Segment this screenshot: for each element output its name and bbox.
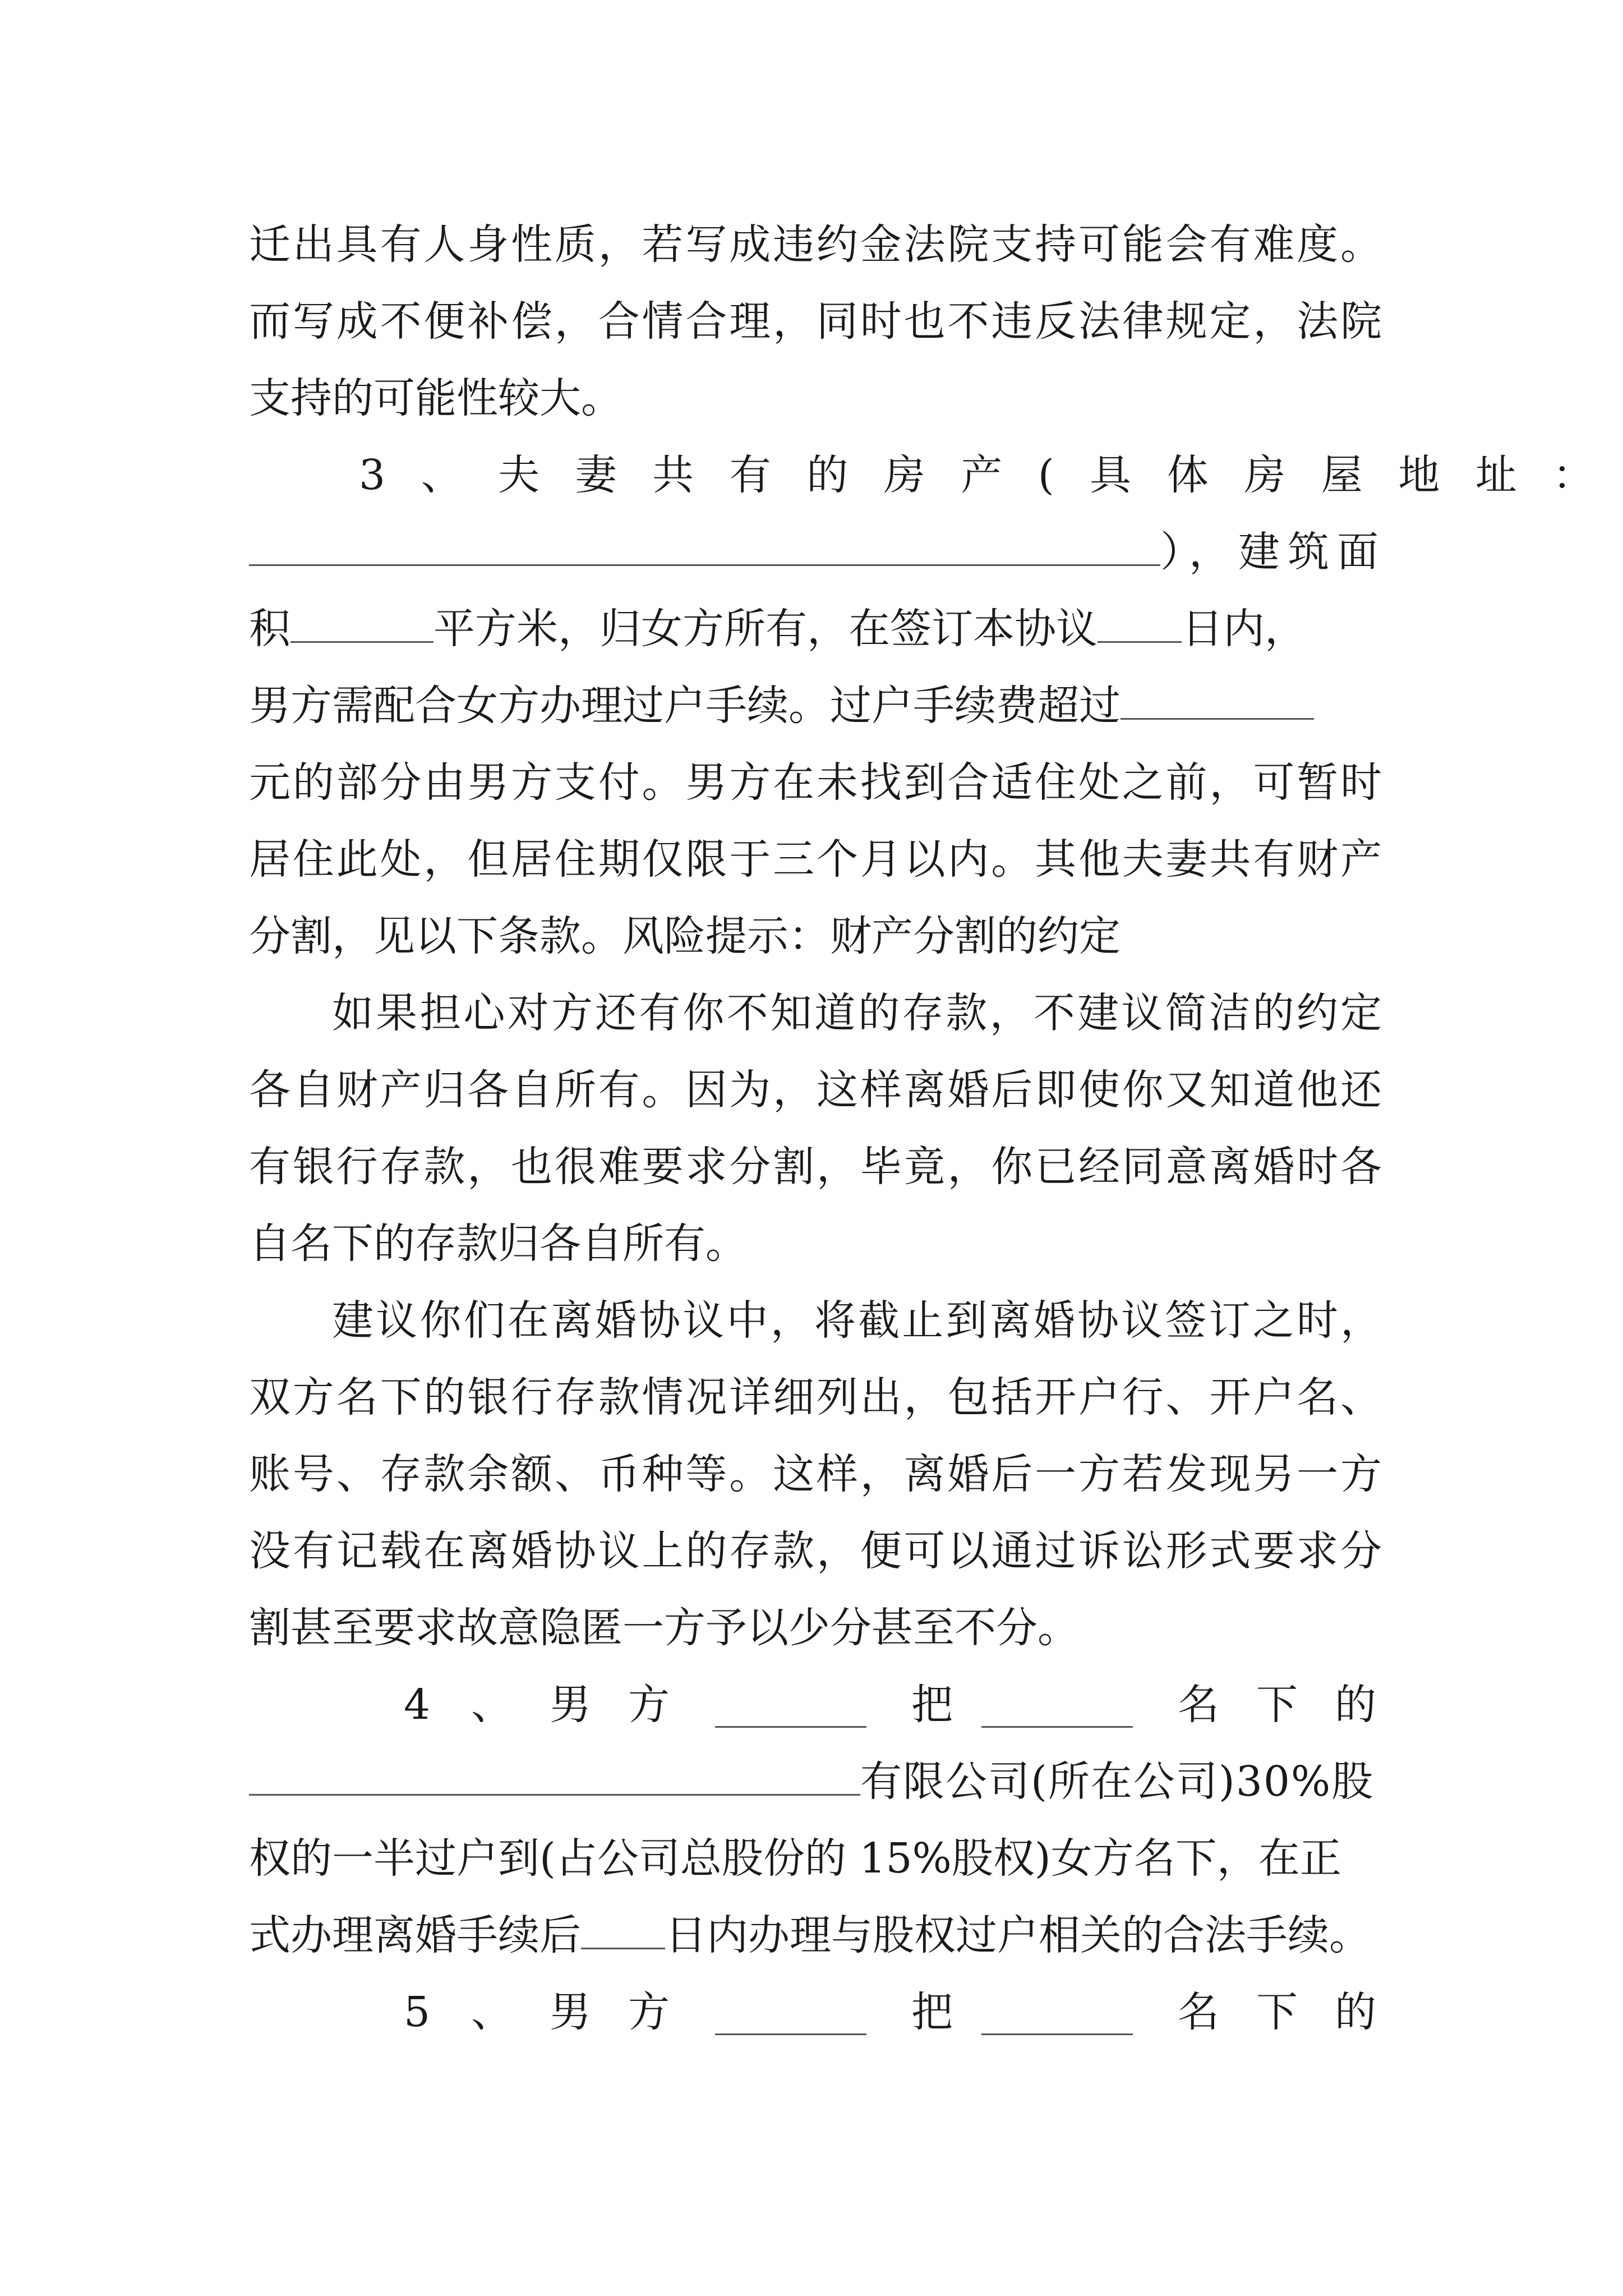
clause-5-heading [404, 1978, 1382, 2046]
text-segment: 5 [404, 1988, 431, 2036]
text-segment: 男 [550, 1681, 591, 1729]
text-segment: 的 [1335, 1681, 1376, 1729]
husband-name-blank [715, 1687, 866, 1728]
text-line: 建议你们在离婚协议中，将截止到离婚协议签订之时， [332, 1296, 1382, 1345]
text-line: 而写成不便补偿，合情合理，同时也不违反法律规定，法院 [249, 297, 1382, 346]
address-blank-line [249, 518, 1386, 586]
text-segment: 名 [1178, 1681, 1219, 1729]
text-line: 各自财产归各自所有。因为，这样离婚后即使你又知道他还 [249, 1066, 1382, 1114]
text-segment: 、 [471, 1681, 513, 1729]
text-segment: 名 [1178, 1988, 1219, 2036]
company-line [249, 1748, 1382, 1815]
fee-blank [1121, 679, 1314, 720]
text-segment: 男方需配合女方办理过户手续。过户手续费超过 [249, 682, 1121, 730]
text-line: 居住此处，但居住期仅限于三个月以内。其他夫妻共有财产 [249, 835, 1382, 884]
transfer-line [249, 1902, 1382, 1969]
text-line: 账号、存款余额、币种等。这样，离婚后一方若发现另一方 [249, 1450, 1382, 1498]
holder-name-blank [981, 1994, 1133, 2035]
text-segment: 有限公司(所在公司)30%股 [860, 1757, 1375, 1806]
text-segment: 式办理离婚手续后 [249, 1911, 581, 1959]
text-line: 支持的可能性较大。 [249, 374, 623, 422]
text-segment: 平方米，归女方所有，在签订本协议 [434, 605, 1098, 653]
text-segment: 男 [550, 1988, 591, 2036]
fee-line [249, 672, 1382, 739]
text-line: 有银行存款，也很难要求分割，毕竟，你已经同意离婚时各 [249, 1143, 1382, 1191]
text-segment: 日内办理与股权过户相关的合法手续。 [665, 1911, 1371, 1959]
transfer-days-blank [581, 1908, 665, 1949]
clause-3-heading [359, 441, 1606, 509]
text-line: 迁出具有人身性质，若写成违约金法院支持可能会有难度。 [249, 220, 1382, 269]
text-line: 权的一半过户到(占公司总股份的 15%股权)女方名下，在正 [249, 1834, 1341, 1883]
text-segment: 积 [249, 605, 291, 653]
area-line [249, 595, 1382, 662]
text-line: 元的部分由男方支付。男方在未找到合适住处之前，可暂时 [249, 758, 1382, 807]
holder-name-blank [981, 1687, 1133, 1728]
area-blank [291, 602, 434, 643]
text-segment: 方 [628, 1681, 670, 1729]
clause-4-heading [404, 1671, 1382, 1738]
text-segment: 下 [1256, 1681, 1298, 1729]
text-segment: 把 [911, 1681, 953, 1729]
husband-name-blank [715, 1994, 866, 2035]
text-line: 双方名下的银行存款情况详细列出，包括开户行、开户名、 [249, 1373, 1382, 1421]
address-blank [249, 525, 1160, 566]
clause-3-heading-text: 3 、 夫 妻 共 有 的 房 产 ( 具 体 房 屋 地 址 ： [359, 451, 1606, 499]
text-line: 割甚至要求故意隐匿一方予以少分甚至不分。 [249, 1604, 1079, 1652]
text-segment: 把 [911, 1988, 953, 2036]
days-blank [1098, 602, 1182, 643]
text-segment: ），建筑面 [1160, 528, 1386, 576]
text-line: 如果担心对方还有你不知道的存款，不建议简洁的约定 [332, 989, 1382, 1037]
text-segment: 日内， [1182, 605, 1306, 653]
text-segment: 方 [628, 1988, 670, 2036]
text-line: 分割，见以下条款。风险提示：财产分割的约定 [249, 912, 1121, 960]
text-segment: 的 [1335, 1988, 1376, 2036]
company-name-blank [249, 1755, 860, 1796]
text-line: 没有记载在离婚协议上的存款，便可以通过诉讼形式要求分 [249, 1527, 1382, 1575]
text-line: 自名下的存款归各自所有。 [249, 1220, 747, 1268]
text-segment: 、 [471, 1988, 513, 2036]
text-segment: 下 [1256, 1988, 1298, 2036]
text-segment: 4 [404, 1681, 431, 1729]
